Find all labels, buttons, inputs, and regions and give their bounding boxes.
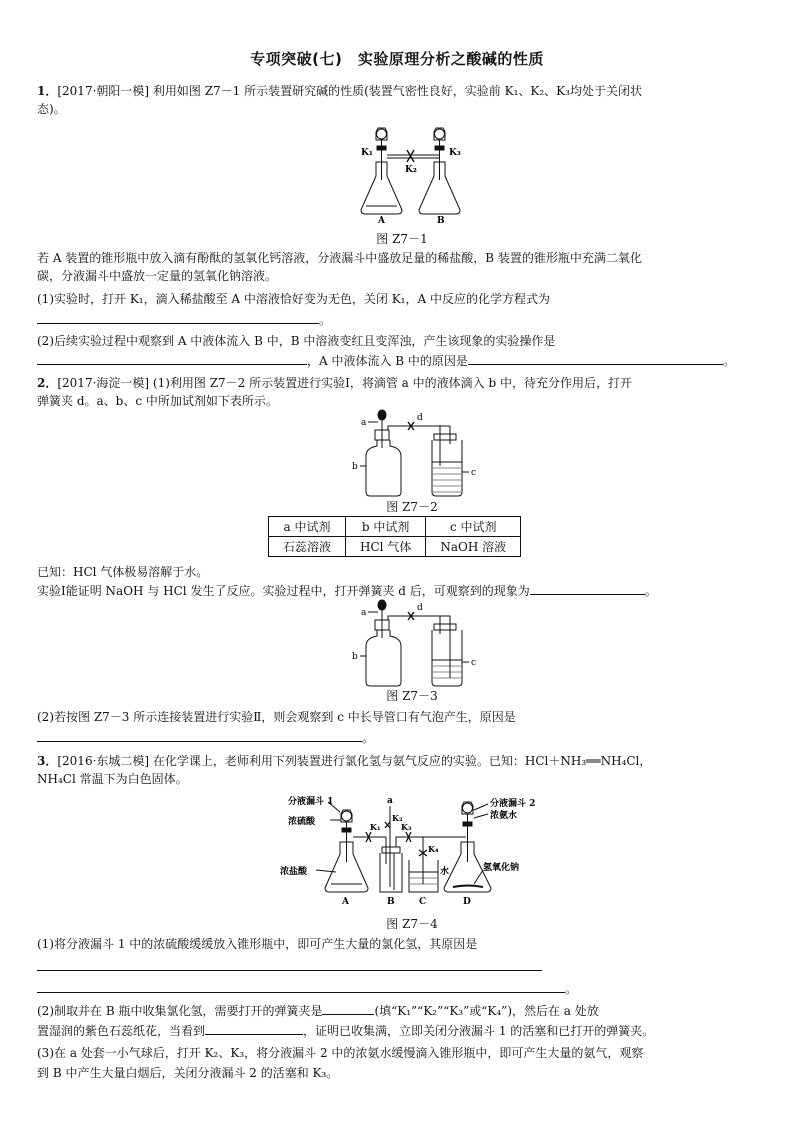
q2-exp1-blank[interactable]: [530, 582, 645, 595]
q1-number: 1．: [37, 84, 58, 98]
q3-sub1-blank1[interactable]: [37, 958, 542, 971]
q1-sub1-blank[interactable]: [37, 311, 319, 324]
q3-sub2-text-b: (填“K₁”“K₂”“K₃”或“K₄”)，然后在 a 处放: [374, 1004, 599, 1018]
q1-sub2-blank2[interactable]: [468, 352, 723, 365]
q1-sub1-answer-line: [37, 311, 759, 329]
conc-h2so4-label: 浓硫酸: [288, 817, 316, 827]
figure-z7-1-caption: 图 Z7－1: [376, 232, 428, 246]
flask-a-label: A: [342, 897, 349, 907]
table-cell: NaOH 溶液: [426, 537, 521, 557]
q3-sub1-end: 。: [565, 982, 578, 996]
conc-nh3-label: 浓氨水: [490, 811, 518, 821]
q3-sub2-blank2[interactable]: [205, 1022, 303, 1035]
table-header-cell: c 中试剂: [426, 517, 521, 537]
q3-number: 3．: [37, 754, 58, 768]
flask-a-label: A: [378, 216, 385, 224]
q3-sub2-text-c: 置湿润的紫色石蕊纸花，当看到: [37, 1024, 206, 1038]
k3-label: K₃: [401, 822, 412, 832]
q2-sub2-answer-line: [37, 729, 759, 747]
q1-body-line2: 碳，分液漏斗中盛放一定量的氢氧化钠溶液。: [37, 269, 278, 283]
bottle-b-label: b: [352, 652, 358, 662]
figure-z7-3: [342, 598, 482, 688]
q2-intro-text: [2017·海淀一模] (1)利用图 Z7－2 所示装置进行实验Ⅰ，将滴管 a 中的液体滴入 b 中，待充分作用后，打开: [57, 376, 632, 390]
q2-sub2-line1: (2)若按图 Z7－3 所示连接装置进行实验Ⅱ，则会观察到 c 中长导管口有气泡产生，原因是: [37, 710, 516, 724]
table-cell: 石蕊溶液: [269, 537, 346, 557]
table-cell: HCl 气体: [346, 537, 426, 557]
q1-sub2-blank1[interactable]: [37, 352, 307, 365]
q3-sub1-answer-line2: [37, 980, 759, 998]
q2-exp1-text: 实验Ⅰ能证明 NaOH 与 HCl 发生了反应。实验过程中，打开弹簧夹 d 后，可观察到的现象为: [37, 584, 530, 598]
q1-body-line1: 若 A 装置的锥形瓶中放入滴有酚酞的氢氧化钙溶液，分液漏斗中盛放足量的稀盐酸，B 装置的锥形瓶中充满二氧化: [37, 251, 642, 265]
table-header-cell: b 中试剂: [346, 517, 426, 537]
q1-sub1-line1: (1)实验时，打开 K₁，滴入稀盐酸至 A 中溶液恰好变为无色，关闭 K₁，A 中反应的化学方程式为: [37, 292, 550, 306]
q3-sub2-blank1[interactable]: [322, 1002, 374, 1015]
bottle-c-label: c: [471, 468, 477, 478]
figure-z7-2-caption: 图 Z7－2: [386, 500, 438, 514]
figure-z7-3-caption: 图 Z7－3: [386, 689, 438, 703]
naoh-label: 氢氧化钠: [483, 863, 520, 873]
bottle-c-label: c: [471, 658, 477, 668]
q1-sub2-end: 。: [722, 354, 735, 368]
q1-sub1-end: 。: [319, 313, 332, 327]
q2-intro-line2: 弹簧夹 d。a、b、c 中所加试剂如下表所示。: [37, 394, 278, 408]
flask-d-label: D: [463, 897, 471, 907]
clip-d-label: d: [417, 413, 423, 423]
q2-sub2-end: 。: [362, 731, 375, 745]
port-a-label: a: [387, 796, 393, 806]
page-title: 专项突破(七) 实验原理分析之酸碱的性质: [250, 50, 544, 68]
q1-sub2-line2: [37, 352, 759, 370]
k1-label: K₁: [370, 822, 381, 832]
q3-intro-text: [2016·东城二模] 在化学课上，老师利用下列装置进行氯化氢与氨气反应的实验。已知：HCl＋NH₃══NH₄Cl，: [57, 754, 652, 768]
q3-sub1-blank2[interactable]: [37, 980, 565, 993]
funnel-1-label: 分液漏斗 1: [288, 797, 334, 807]
bottle-b-label: b: [352, 462, 358, 472]
dropper-a-label: a: [361, 608, 367, 618]
figure-z7-4-caption: 图 Z7－4: [386, 917, 438, 931]
reagent-table: [268, 516, 521, 557]
q3-sub3-line1: (3)在 a 处套一小气球后，打开 K₂、K₃，将分液漏斗 2 中的浓氨水缓慢滴入锥形瓶中，即可产生大量的氨气，观察: [37, 1046, 644, 1060]
table-header-row: [269, 517, 521, 537]
clip-d-label: d: [417, 603, 423, 613]
conc-hcl-label: 浓盐酸: [280, 867, 308, 877]
q1-sub2-mid: ，A 中液体流入 B 中的原因是: [307, 354, 468, 368]
q2-exp1-end: 。: [644, 584, 657, 598]
q3-sub1-line1: (1)将分液漏斗 1 中的浓硫酸缓缓放入锥形瓶中，即可产生大量的氯化氢，其原因是: [37, 937, 478, 951]
funnel-2-label: 分液漏斗 2: [490, 799, 536, 809]
k1-label: K₁: [361, 148, 373, 158]
dropper-a-label: a: [361, 418, 367, 428]
flask-b-label: B: [437, 216, 445, 224]
k2-label: K₂: [405, 165, 417, 175]
water-label: 水: [440, 867, 450, 877]
figure-z7-2: [342, 408, 482, 498]
k4-label: K₄: [428, 844, 439, 854]
q3-sub2-text-d: ，证明已收集满，立即关闭分液漏斗 1 的活塞和已打开的弹簧夹。: [303, 1024, 655, 1038]
q3-intro-line1: [37, 752, 759, 770]
q3-sub2-line1: [37, 1002, 759, 1020]
q3-sub2-line2: [37, 1022, 759, 1040]
q3-sub1-answer-line1: [37, 958, 759, 976]
q3-sub2-text-a: (2)制取并在 B 瓶中收集氯化氢，需要打开的弹簧夹是: [37, 1004, 323, 1018]
q2-intro-line1: [37, 374, 759, 392]
q1-sub2-line1: (2)后续实验过程中观察到 A 中液体流入 B 中，B 中溶液变红且变浑浊，产生该现象的实验操作是: [37, 334, 556, 348]
q2-sub2-blank[interactable]: [37, 729, 362, 742]
q2-number: 2．: [37, 376, 58, 390]
k3-label: K₃: [449, 148, 461, 158]
table-header-cell: a 中试剂: [269, 517, 346, 537]
q3-intro-line2: NH₄Cl 常温下为白色固体。: [37, 772, 188, 786]
k2-label: K₂: [392, 813, 403, 823]
q1-intro-line2: 态)。: [37, 102, 66, 116]
table-row: [269, 537, 521, 557]
beaker-c-label: C: [419, 897, 427, 907]
bottle-b-label: B: [387, 897, 395, 907]
figure-z7-1: [352, 122, 472, 224]
q1-intro-text: [2017·朝阳一模] 利用如图 Z7－1 所示装置研究碱的性质(装置气密性良好，实验前 K₁、K₂、K₃均处于关闭状: [57, 84, 642, 98]
q2-known: 已知：HCl 气体极易溶解于水。: [37, 565, 209, 579]
q1-intro-line1: [37, 82, 759, 100]
q3-sub3-line2: 到 B 中产生大量白烟后，关闭分液漏斗 2 的活塞和 K₃。: [37, 1066, 339, 1080]
figure-z7-4: [278, 792, 548, 908]
